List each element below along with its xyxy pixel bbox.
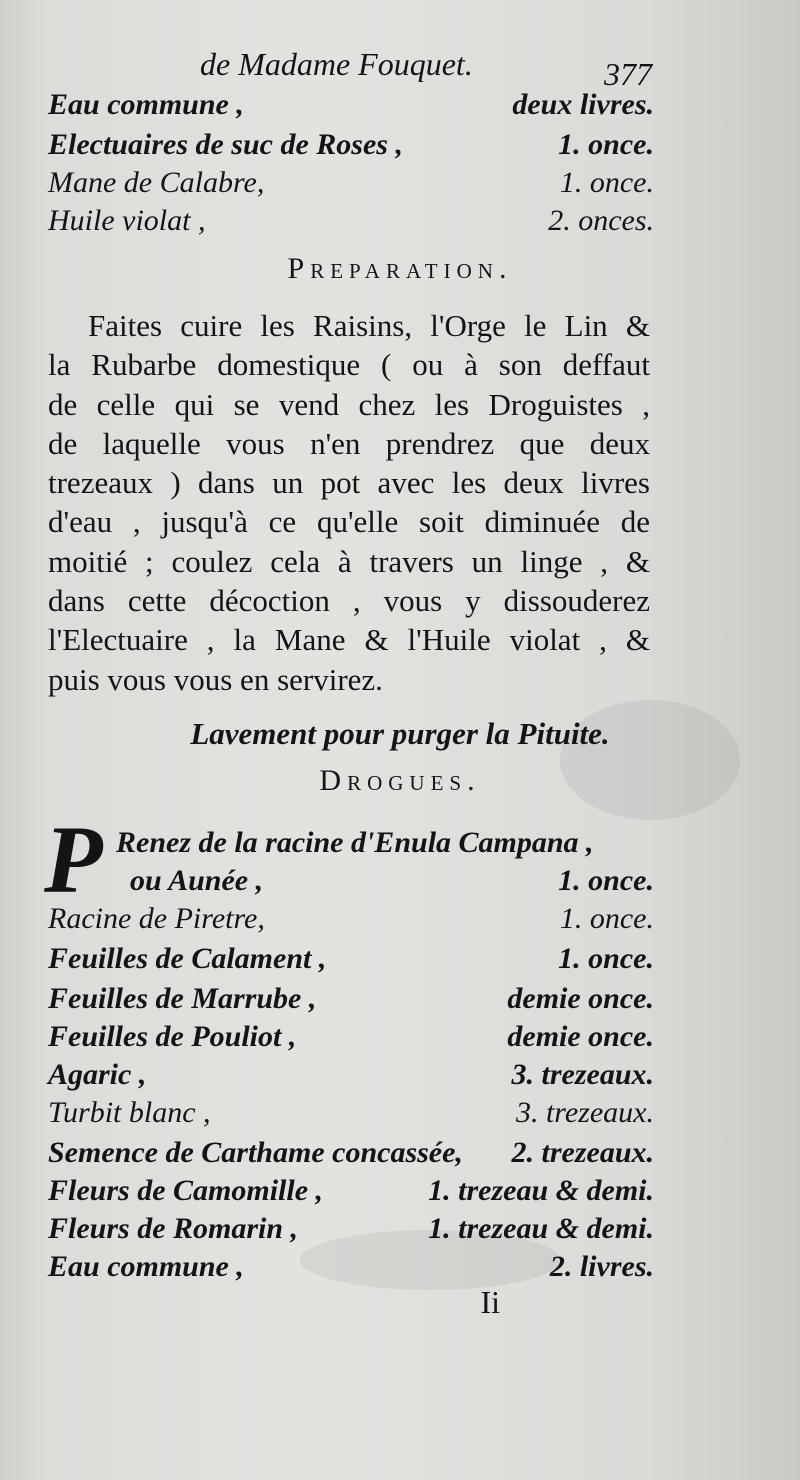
ingredient-name: Fleurs de Romarin , bbox=[48, 1212, 299, 1245]
ingredient-row bbox=[48, 902, 654, 940]
ingredient-name: Fleurs de Camomille , bbox=[48, 1174, 324, 1207]
ingredient-quantity: 2. trezeaux. bbox=[511, 1136, 654, 1169]
ingredient-name: Feuilles de Calament , bbox=[48, 942, 327, 975]
ingredient-row bbox=[48, 166, 654, 204]
ingredient-row bbox=[116, 826, 654, 864]
preparation-paragraph bbox=[48, 306, 650, 699]
ingredient-quantity: deux livres. bbox=[512, 88, 654, 121]
recipe-subtitle: Lavement pour purger la Pituite. bbox=[190, 716, 610, 751]
ingredient-quantity: 1. once. bbox=[559, 166, 654, 199]
ingredient-name: Huile violat , bbox=[48, 204, 206, 237]
ingredient-quantity: demie once. bbox=[507, 1020, 654, 1053]
ingredient-row bbox=[48, 128, 654, 166]
paragraph-line: la Rubarbe domestique ( ou à son deffaut bbox=[48, 347, 650, 383]
drogues-heading: Drogues. bbox=[319, 764, 481, 797]
ingredient-quantity: 1. once. bbox=[558, 128, 654, 161]
ingredient-quantity: 3. trezeaux. bbox=[515, 1096, 654, 1129]
ingredient-quantity: 1. trezeau & demi. bbox=[428, 1174, 654, 1207]
ingredient-name: Electuaires de suc de Roses , bbox=[48, 128, 403, 161]
ingredient-row bbox=[48, 88, 654, 126]
paragraph-line: Faites cuire les Raisins, l'Orge le Lin & bbox=[88, 308, 650, 343]
ingredient-quantity: 2. onces. bbox=[548, 204, 654, 237]
ingredient-row bbox=[130, 864, 654, 902]
ingredient-row bbox=[48, 942, 654, 980]
running-head: de Madame Fouquet. bbox=[200, 46, 473, 82]
ingredient-quantity: 1. once. bbox=[558, 942, 654, 975]
paragraph-line: moitié ; coulez cela à travers un linge , & bbox=[48, 543, 650, 579]
paragraph-line: trezeaux ) dans un pot avec les deux livres bbox=[48, 465, 650, 501]
ingredient-row bbox=[48, 1136, 654, 1174]
paragraph-line: l'Electuaire , la Mane & l'Huile violat , & bbox=[48, 622, 650, 658]
ingredient-quantity: 1. trezeau & demi. bbox=[428, 1212, 654, 1245]
ingredient-row bbox=[48, 1174, 654, 1212]
ingredient-name: Racine de Piretre, bbox=[48, 902, 265, 935]
ingredient-name: Eau commune , bbox=[48, 88, 244, 121]
ingredient-name: ou Aunée , bbox=[130, 864, 264, 897]
ingredient-row bbox=[48, 204, 654, 242]
paragraph-line: de celle qui se vend chez les Droguistes , bbox=[48, 386, 650, 422]
ingredient-name: Feuilles de Pouliot , bbox=[48, 1020, 297, 1053]
ingredient-row bbox=[48, 1096, 654, 1134]
signature-mark: Ii bbox=[480, 1284, 500, 1320]
ingredient-quantity: 3. trezeaux. bbox=[511, 1058, 654, 1091]
ingredient-quantity: demie once. bbox=[507, 982, 654, 1015]
paragraph-line: puis vous vous en servirez. bbox=[48, 661, 383, 697]
ingredient-quantity: 2. livres. bbox=[549, 1250, 654, 1283]
paragraph-line: d'eau , jusqu'à ce qu'elle soit diminuée de bbox=[48, 504, 650, 540]
ingredient-row bbox=[48, 1250, 654, 1288]
ingredient-name: Renez de la racine d'Enula Campana , bbox=[116, 826, 594, 859]
ingredient-row bbox=[48, 982, 654, 1020]
preparation-heading: Preparation. bbox=[287, 252, 513, 285]
ingredient-row bbox=[48, 1020, 654, 1058]
drop-capital: P bbox=[44, 806, 103, 913]
ingredient-quantity: 1. once. bbox=[559, 902, 654, 935]
ingredient-row bbox=[48, 1212, 654, 1250]
ingredient-name: Agaric , bbox=[48, 1058, 147, 1091]
ingredient-name: Mane de Calabre, bbox=[48, 166, 265, 199]
ingredient-row bbox=[48, 1058, 654, 1096]
paragraph-line: dans cette décoction , vous y dissouderez bbox=[48, 583, 650, 619]
paragraph-line: de laquelle vous n'en prendrez que deux bbox=[48, 425, 650, 461]
ingredient-quantity: 1. once. bbox=[558, 864, 654, 897]
ingredient-name: Turbit blanc , bbox=[48, 1096, 211, 1129]
ingredient-name: Eau commune , bbox=[48, 1250, 244, 1283]
ingredient-name: Feuilles de Marrube , bbox=[48, 982, 317, 1015]
ingredient-name: Semence de Carthame concassée, bbox=[48, 1136, 463, 1169]
page-number: 377 bbox=[604, 56, 652, 92]
